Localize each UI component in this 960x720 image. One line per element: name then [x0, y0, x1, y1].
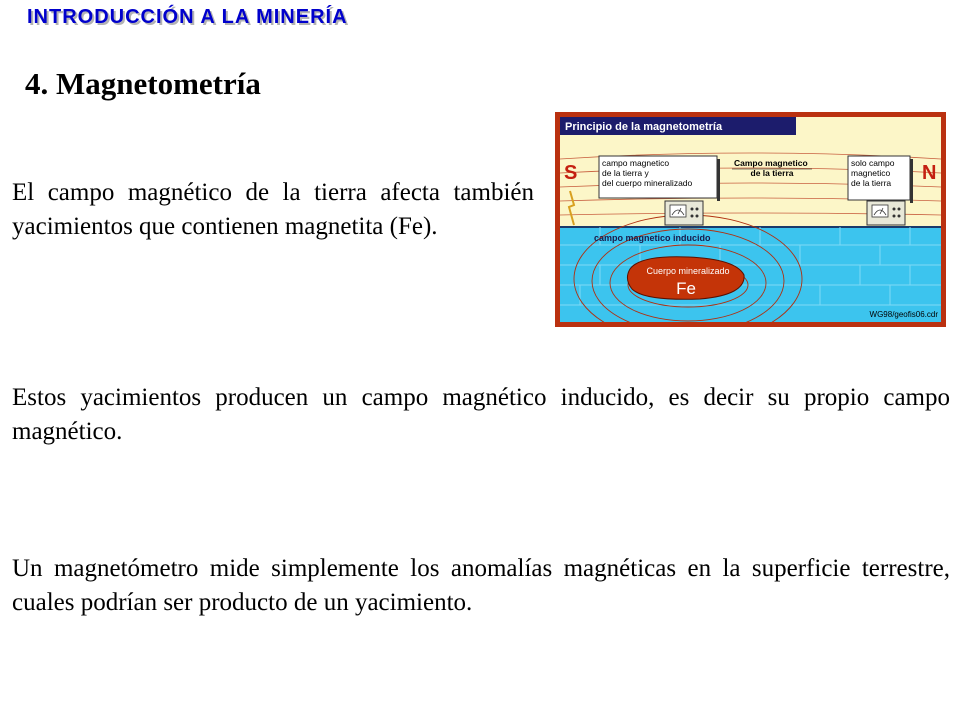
magnetometry-diagram-svg — [560, 117, 941, 322]
section-title: 4. Magnetometría — [25, 66, 261, 101]
magnetometer-paragraph: Un magnetómetro mide simplemente los anomalías magnéticas en la superficie terrestre, cuales podrían ser producto de un yacimiento. — [12, 555, 950, 616]
center-box-text: Campo magnetico de la tierra — [733, 158, 808, 178]
induced-field-paragraph: Estos yacimientos producen un campo magnético inducido, es decir su propio campo magnético. — [12, 384, 950, 445]
ore-body-label: Cuerpo mineralizado — [646, 266, 730, 276]
pole-south: S — [564, 162, 578, 184]
right-box-text: solo campo magnetico de la tierra — [851, 158, 895, 188]
figure-title: Principio de la magnetometría — [565, 121, 723, 133]
intro-paragraph: El campo magnético de la tierra afecta también yacimientos que contienen magnetita (Fe). — [12, 179, 534, 240]
left-magnetometer-icon — [665, 201, 703, 225]
induced-field-label: campo magnetico inducido — [594, 233, 711, 243]
fe-label: Fe — [676, 279, 696, 298]
figure-credit: WG98/geofis06.cdr — [869, 310, 938, 319]
left-box-text: campo magnetico de la tierra y del cuerpo mineralizado — [602, 158, 693, 188]
pole-north: N — [922, 162, 937, 184]
magnetometry-diagram — [555, 112, 946, 327]
right-magnetometer-icon — [867, 201, 905, 225]
course-header: INTRODUCCIÓN A LA MINERÍA — [27, 6, 348, 28]
